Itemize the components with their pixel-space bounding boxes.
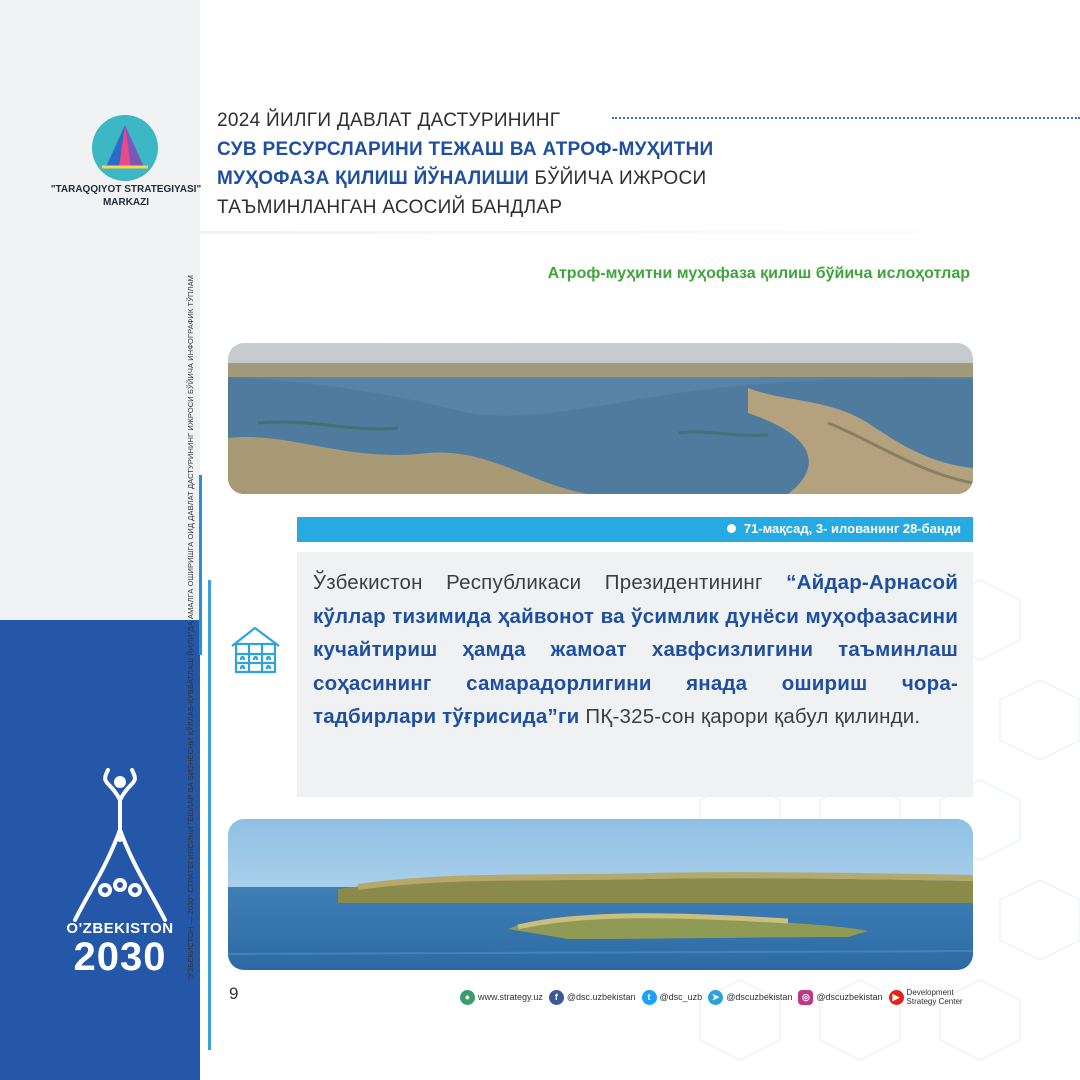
brand-word: O'ZBEKISTON (66, 920, 174, 937)
greenhouse-icon (228, 622, 283, 677)
sidebar-top (0, 0, 200, 620)
telegram-link[interactable]: ➤ @dscuzbekistan (708, 990, 792, 1005)
twitter-icon: t (642, 990, 657, 1005)
section-subheading: Атроф-муҳитни муҳофаза қилиш бўйича ислоҳотлар (547, 265, 970, 282)
uzbekistan-2030-emblem-icon (70, 760, 170, 925)
instagram-link[interactable]: ◎ @dscuzbekistan (798, 990, 882, 1005)
facebook-icon: f (549, 990, 564, 1005)
page-title: 2024 ЙИЛГИ ДАВЛАТ ДАСТУРИНИНГ СУВ РЕСУРСЛАРИНИ ТЕЖАШ ВА АТРОФ-МУҲИТНИ МУҲОФАЗА ҚИЛИШ ЙЎНАЛИШИ БЎЙИЧА ИЖРОСИ ТАЪМИНЛАНГАН АСОСИЙ БАНДЛАР (217, 110, 714, 218)
title-divider (200, 231, 1080, 234)
brand-year: 2030 (73, 935, 167, 979)
youtube-icon: ▶ (889, 990, 904, 1005)
youtube-link[interactable]: ▶ Development Strategy Center (889, 988, 963, 1006)
page-number: 9 (229, 984, 239, 1003)
accent-line (199, 475, 202, 655)
instagram-icon: ◎ (798, 990, 813, 1005)
org-logo (92, 115, 158, 181)
brand-block (60, 920, 180, 977)
lake-reeds-photo (228, 819, 973, 970)
telegram-icon: ➤ (708, 990, 723, 1005)
website-link[interactable]: ● www.strategy.uz (460, 990, 543, 1005)
logo-emblem-icon (92, 115, 158, 181)
org-name: "TARAQQIYOT STRATEGIYASI" MARKAZI (50, 184, 202, 208)
vertical-caption: "ЎЗБЕКИСТОН — 2030" СТРАТЕГИЯСИНИ "ЁШЛАР ВА БИЗНЕСНИ ҚЎЛЛАБ-ҚУВВАТЛАШ ЙИЛИ"ДА АМАЛГА ОШИРИШГА ОИД ДАВЛАТ ДАСТУРИНИНГ ИЖРОСИ БЎЙИЧА ИНФОГРАФИК ТЎПЛАМ (186, 274, 195, 980)
twitter-link[interactable]: t @dsc_uzb (642, 990, 703, 1005)
lake-aerial-photo (228, 343, 973, 494)
item-description: Ўзбекистон Республикаси Президентининг “Айдар-Арнасой кўллар тизимида ҳайвонот ва ўсимлик дунёси муҳофазасини кучайтириш ҳамда жамоат хавфсизлигини таъминлаш соҳасининг самарадорлигини янада ошириш чора-тадбирлари тўғрисида”ги ПҚ-325-сон қарори қабул қилинди. (313, 571, 958, 728)
globe-icon: ● (460, 990, 475, 1005)
footer-social-links (460, 985, 963, 1009)
accent-line (208, 580, 211, 1050)
facebook-link[interactable]: f @dsc.uzbekistan (549, 990, 636, 1005)
item-reference: 71-мақсад, 3- илованинг 28-банди (743, 521, 961, 536)
item-reference-bar (297, 517, 973, 542)
bullet-icon (727, 524, 736, 533)
